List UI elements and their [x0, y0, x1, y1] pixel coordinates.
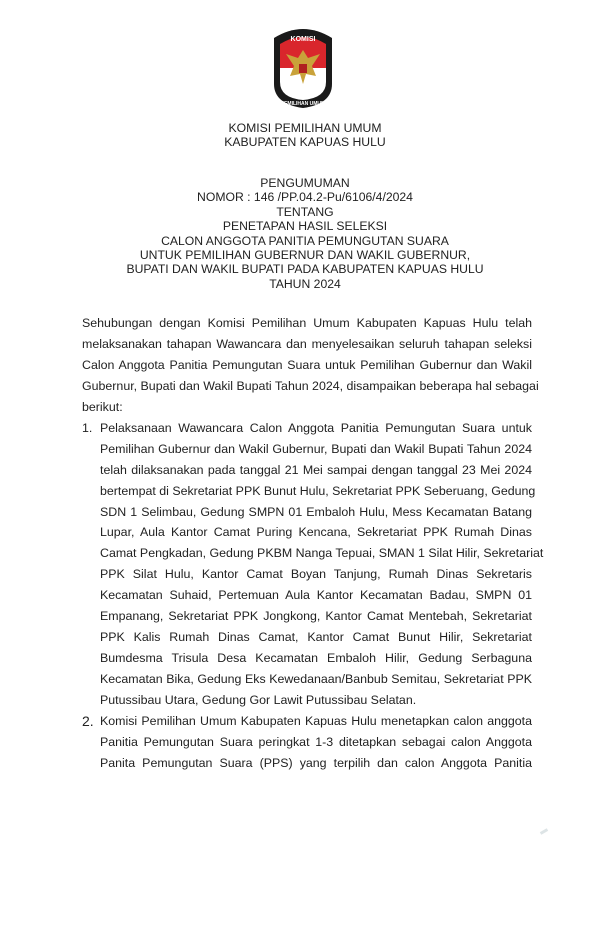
- text-line: PPK Kalis Rumah Dinas Camat, Kantor Camat Bunut Hilir, Sekretariat: [100, 629, 532, 644]
- list-number: 1.: [82, 421, 93, 435]
- title-line: UNTUK PEMILIHAN GUBERNUR DAN WAKIL GUBERNUR,: [139, 248, 471, 263]
- list-item-1: [82, 418, 544, 710]
- title-line: TAHUN 2024: [269, 276, 341, 291]
- svg-text:KOMISI: KOMISI: [290, 36, 316, 43]
- text-line: Camat Pengkadan, Gedung PKBM Nanga Tepuai, SMAN 1 Silat Hilir, Sekretariat: [100, 546, 544, 561]
- org-line: KOMISI PEMILIHAN UMUM: [228, 121, 382, 135]
- title-line: PENGUMUMAN: [260, 176, 350, 190]
- text-line: Pemilihan Gubernur dan Wakil Gubernur, Bupati dan Wakil Bupati Tahun 2024: [100, 441, 532, 456]
- title-line: BUPATI DAN WAKIL BUPATI PADA KABUPATEN KAPUAS HULU: [126, 262, 484, 277]
- text-line: PPK Silat Hulu, Kantor Camat Boyan Tanjung, Rumah Dinas Sekretaris: [100, 567, 532, 582]
- title-line: PENETAPAN HASIL SELEKSI: [222, 219, 388, 234]
- list-number: 2.: [82, 713, 94, 729]
- text-line: Panita Pemungutan Suara (PPS) yang terpilih dan calon Anggota Panitia: [100, 755, 532, 770]
- intro-paragraph: [82, 313, 539, 417]
- text-line: melaksanakan tahapan Wawancara dan menyelesaikan seluruh tahapan seleksi: [82, 336, 532, 351]
- title-line: CALON ANGGOTA PANITIA PEMUNGUTAN SUARA: [161, 233, 449, 248]
- text-line: Kecamatan Bika, Gedung Eks Kewedanaan/Banbub Semitau, Sekretariat PPK: [100, 671, 532, 686]
- text-line: Kecamatan Suhaid, Pertemuan Aula Kantor Kecamatan Badau, SMPN 01: [100, 588, 532, 603]
- organization-header: [0, 121, 610, 150]
- scan-speck: [540, 828, 548, 835]
- text-line: Putussibau Utara, Gedung Gor Lawit Putussibau Selatan.: [100, 692, 417, 707]
- announcement-title: [0, 176, 610, 291]
- text-line: Calon Anggota Panitia Pemungutan Suara untuk Pemilihan Gubernur dan Wakil: [82, 357, 532, 372]
- text-line: Gubernur, Bupati dan Wakil Bupati Tahun 2024, disampaikan beberapa hal sebagai: [82, 378, 539, 393]
- text-line: SDN 1 Selimbau, Gedung SMPN 01 Embaloh Hulu, Mess Kecamatan Batang: [100, 504, 532, 519]
- text-line: Panitia Pemungutan Suara peringkat 1-3 ditetapkan sebagai calon Anggota: [100, 734, 532, 749]
- org-line: KABUPATEN KAPUAS HULU: [224, 135, 386, 150]
- text-line: bertempat di Sekretariat PPK Bunut Hulu, Sekretariat PPK Seberuang, Gedung: [100, 483, 536, 498]
- text-line: Bumdesma Trisula Desa Kecamatan Embaloh Hilir, Gedung Serbaguna: [100, 650, 532, 665]
- kpu-logo: [268, 24, 338, 110]
- text-line: Komisi Pemilihan Umum Kabupaten Kapuas Hulu menetapkan calon anggota: [100, 714, 532, 728]
- text-line: telah dilaksanakan pada tanggal 21 Mei sampai dengan tanggal 23 Mei 2024: [100, 462, 532, 477]
- text-line: Pelaksanaan Wawancara Calon Anggota Panitia Pemungutan Suara untuk: [100, 421, 532, 435]
- title-line: TENTANG: [276, 204, 334, 219]
- text-line: Lupar, Aula Kantor Camat Puring Kencana, Sekretariat PPK Rumah Dinas: [100, 525, 532, 540]
- text-line: berikut:: [82, 399, 123, 414]
- document-number: NOMOR : 146 /PP.04.2-Pu/6106/4/2024: [197, 190, 413, 205]
- list-item-2: [82, 711, 532, 774]
- svg-text:PEMILIHAN UMUM: PEMILIHAN UMUM: [280, 101, 326, 107]
- text-line: Sehubungan dengan Komisi Pemilihan Umum Kabupaten Kapuas Hulu telah: [82, 316, 532, 330]
- text-line: Empanang, Sekretariat PPK Jongkong, Kantor Camat Mentebah, Sekretariat: [100, 609, 532, 624]
